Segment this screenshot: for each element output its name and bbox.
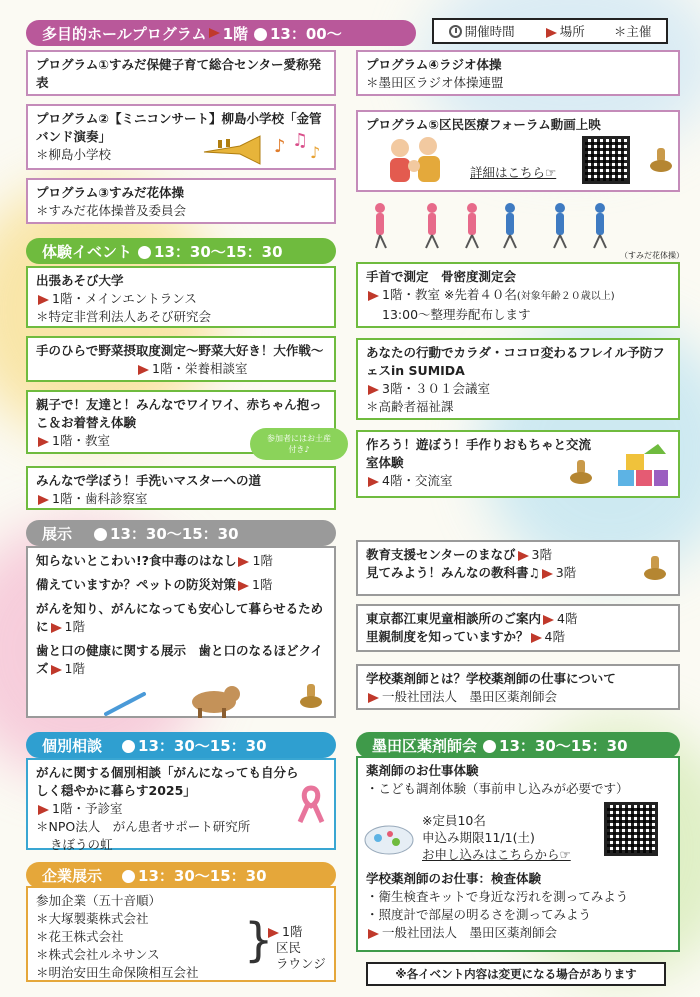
- pink-ribbon-icon: [296, 784, 326, 824]
- exhibit-1-place: 1階: [252, 553, 273, 568]
- program-4-title: プログラム④ラジオ体操: [366, 57, 502, 72]
- company-item: ＊大塚製薬株式会社: [36, 911, 149, 926]
- program-1-title: プログラム①すみだ保健子育て総合センター愛称発表: [36, 57, 321, 90]
- kigyo-intro: 参加企業（五十音順）: [36, 893, 162, 908]
- program-2-title: プログラム②【ミニコンサート】柳島小学校「金管バンド演奏」: [36, 111, 322, 144]
- yakuzai-inspection-line2: ・照度計で部屋の明るさを測ってみよう: [366, 907, 592, 922]
- flag-icon: [38, 805, 49, 815]
- exhibit-child-guidance: [356, 604, 680, 652]
- program-2-host: ＊柳島小学校: [36, 147, 112, 162]
- flag-icon: [518, 551, 529, 561]
- exhibit-list: [26, 546, 336, 718]
- exhibit-child-guidance-place: 4階: [557, 611, 578, 626]
- yakuzai-header: [356, 732, 680, 758]
- event-frail-place: 3階・３０１会議室: [382, 381, 490, 396]
- qr-code[interactable]: [582, 136, 630, 184]
- medicine-tray-icon: [362, 818, 416, 858]
- flag-icon: [51, 665, 62, 675]
- kobetsu-header: [26, 732, 336, 758]
- taiken-header: [26, 238, 336, 264]
- yakuzai-host: 一般社団法人 墨田区薬剤師会: [382, 925, 558, 940]
- event-handwash: [26, 466, 336, 510]
- yakuzai-deadline: 申込み期限11/1(土): [422, 830, 535, 845]
- program-3-title: プログラム③すみだ花体操: [36, 185, 184, 200]
- clock-icon: [94, 528, 107, 541]
- kobetsu-header-title: 個別相談: [42, 736, 103, 755]
- flag-icon: [546, 28, 557, 38]
- yakuzai-inspection-line1: ・衛生検査キットで身近な汚れを測ってみよう: [366, 889, 629, 904]
- yakuzai-apply-info: [422, 812, 571, 863]
- yakuzai-job-title: 薬剤師のお仕事体験: [366, 763, 479, 778]
- event-handwash-place: 1階・歯科診察室: [52, 491, 148, 506]
- event-frail-host: ＊高齢者福祉課: [366, 399, 454, 414]
- event-toys-place: 4階・交流室: [382, 473, 453, 488]
- blocks-icon: [614, 444, 670, 492]
- exhibit-3-title: がんを知り、がんになっても安心して暮らせるために: [36, 601, 324, 634]
- exhibit-education: [356, 540, 680, 596]
- company-item: ＊株式会社ルネサンス: [36, 947, 160, 962]
- hall-floor: 1階: [222, 24, 248, 43]
- clock-icon: [122, 870, 135, 883]
- program-4-host: ＊墨田区ラジオ体操連盟: [366, 75, 504, 90]
- exhibit-education-place: 3階: [531, 547, 552, 562]
- yakuzai-inspection-title: 学校薬剤師のお仕事：検査体験: [366, 871, 542, 886]
- svg-text:♪: ♪: [274, 136, 286, 157]
- event-toys-title: 作ろう！遊ぼう！手作りおもちゃと交流室体験: [366, 437, 592, 470]
- yakuzai-apply-link[interactable]: お申し込みはこちらから☞: [422, 847, 571, 862]
- exhibit-foster-title: 里親制度を知っていますか？: [366, 629, 529, 644]
- legend-time: 開催時間: [464, 24, 515, 39]
- event-handwash-title: みんなで学ぼう！手洗いマスターへの道: [36, 473, 262, 488]
- kigyo-place-floor: 1階: [282, 924, 303, 939]
- stamp-icon: [642, 556, 668, 582]
- exhibit-2-place: 1階: [252, 577, 273, 592]
- taiken-header-title: 体験イベント: [42, 242, 133, 261]
- kobetsu-host-name: きぼうの虹: [50, 837, 113, 852]
- legend-host: ＊主催: [613, 24, 652, 39]
- clock-icon: [122, 740, 135, 753]
- toothbrush-dog-illustration: [104, 684, 284, 718]
- flag-icon: [38, 295, 49, 305]
- exhibit-foster-place: 4階: [544, 629, 565, 644]
- event-baby-title: 親子で！友達と！みんなでワイワイ、赤ちゃん抱っこ＆お着替え体験: [36, 397, 322, 430]
- exhibit-4-place: 1階: [64, 661, 85, 676]
- event-vegetable-title: 手のひらで野菜摂取度測定〜野菜大好き！大作戦〜: [36, 343, 324, 358]
- event-bone: [356, 262, 680, 328]
- flag-icon: [368, 693, 379, 703]
- trumpet-icon: [198, 128, 328, 166]
- flag-icon: [51, 623, 62, 633]
- kigyo-place-line3: ラウンジ: [276, 956, 326, 971]
- family-illustration: [384, 136, 448, 186]
- event-vegetable-place: 1階・栄養相談室: [152, 361, 248, 376]
- tenji-time: 13：30〜15：30: [110, 524, 239, 543]
- program-2: [26, 104, 336, 170]
- event-asobi-host: ＊特定非営利法人あそび研究会: [36, 309, 212, 324]
- flag-icon: [531, 633, 542, 643]
- footer-notice: ※各イベント内容は変更になる場合があります: [366, 962, 666, 986]
- kobetsu-place: 1階・予診室: [52, 801, 123, 816]
- flag-icon: [238, 557, 249, 567]
- yakuzai-time: 13：30〜15：30: [499, 736, 628, 755]
- flag-icon: [542, 569, 553, 579]
- event-vegetable: [26, 336, 336, 382]
- kigyo-place: [266, 924, 326, 972]
- event-toys: [356, 430, 680, 498]
- exhibit-4-title: 歯と口の健康に関する展示 歯と口のなるほどクイズ: [36, 643, 323, 676]
- event-bone-note: (対象年齢２０歳以上): [516, 291, 615, 302]
- program-3: [26, 178, 336, 224]
- kigyo-time: 13：30〜15：30: [138, 866, 267, 885]
- legend: [432, 18, 668, 44]
- flag-icon: [209, 28, 220, 38]
- kobetsu-time: 13：30〜15：30: [138, 736, 267, 755]
- yakuzai-job-line: ・こども調剤体験（事前申し込みが必要です）: [366, 781, 629, 796]
- hall-header: [26, 20, 416, 46]
- event-bone-title: 手首で測定 骨密度測定会: [366, 269, 517, 284]
- legend-place: 場所: [559, 24, 585, 39]
- hall-time: 13：00〜: [270, 24, 342, 43]
- event-asobi-title: 出張あそび大学: [36, 273, 124, 288]
- tenji-header-title: 展示: [42, 524, 73, 543]
- tenji-header: [26, 520, 336, 546]
- exercise-figures: [360, 198, 680, 258]
- program-5-details-link[interactable]: 詳細はこちら☞: [470, 165, 557, 180]
- yakuzai-header-title: 墨田区薬剤師会: [372, 736, 478, 755]
- clock-icon: [138, 246, 151, 259]
- kigyo-place-line2: 区民: [276, 940, 302, 955]
- program-5: [356, 110, 680, 192]
- flag-icon: [543, 615, 554, 625]
- flag-icon: [238, 581, 249, 591]
- svg-text:♪: ♪: [310, 143, 321, 162]
- flag-icon: [368, 929, 379, 939]
- souvenir-bubble: 参加者にはお土産付き♪: [250, 428, 348, 460]
- brace-icon: }: [244, 913, 274, 967]
- stamp-icon: [568, 460, 594, 486]
- hall-header-title: 多目的ホールプログラム: [42, 24, 207, 43]
- kigyo-list: [26, 886, 336, 982]
- stamp-icon: [648, 148, 674, 174]
- flag-icon: [268, 928, 279, 938]
- program-1: [26, 50, 336, 96]
- program-4: [356, 50, 680, 96]
- exhibit-education-title: 教育支援センターのまなび: [366, 547, 516, 562]
- event-bone-ticket: 13:00〜整理券配布します: [382, 307, 531, 322]
- event-frail: [356, 338, 680, 420]
- program-5-title: プログラム⑤区民医療フォーラム動画上映: [366, 117, 601, 132]
- company-item: ＊花王株式会社: [36, 929, 124, 944]
- event-bone-place: 1階・教室 ※先着４０名: [382, 287, 517, 302]
- taiken-time: 13：30〜15：30: [154, 242, 283, 261]
- flag-icon: [368, 477, 379, 487]
- exercise-caption: （すみだ花体操）: [620, 251, 684, 260]
- yakuzai-capacity: ※定員10名: [422, 813, 486, 828]
- event-baby-place: 1階・教室: [52, 433, 110, 448]
- exhibit-3-place: 1階: [64, 619, 85, 634]
- event-asobi: [26, 266, 336, 328]
- flag-icon: [38, 437, 49, 447]
- kobetsu-title: がんに関する個別相談「がんになっても自分らしく穏やかに暮らす2025」: [36, 765, 299, 798]
- stamp-icon: [298, 684, 324, 710]
- event-frail-title: あなたの行動でカラダ・ココロ変わるフレイル予防フェスin SUMIDA: [366, 345, 665, 378]
- clock-icon: [254, 28, 267, 41]
- exhibit-school-pharmacist-title: 学校薬剤師とは？学校薬剤師の仕事について: [366, 671, 616, 686]
- qr-code[interactable]: [604, 802, 658, 856]
- program-3-host: ＊すみだ花体操普及委員会: [36, 203, 187, 218]
- exhibit-textbook-place: 3階: [555, 565, 577, 580]
- clock-icon: [483, 740, 496, 753]
- flag-icon: [38, 495, 49, 505]
- flag-icon: [368, 385, 379, 395]
- clock-icon: [449, 25, 462, 38]
- exhibit-1-title: 知らないとこわい!?食中毒のはなし: [36, 553, 237, 568]
- kigyo-header: [26, 862, 336, 888]
- event-asobi-place: 1階・メインエントランス: [52, 291, 197, 306]
- flag-icon: [138, 365, 149, 375]
- kigyo-header-title: 企業展示: [42, 866, 103, 885]
- kobetsu-host: ＊NPO法人 がん患者サポート研究所: [36, 819, 251, 834]
- exhibit-child-guidance-title: 東京都江東児童相談所のご案内: [366, 611, 542, 626]
- exhibit-school-pharmacist-place: 一般社団法人 墨田区薬剤師会: [382, 689, 558, 704]
- svg-text:♫: ♫: [292, 130, 309, 151]
- exhibit-school-pharmacist: [356, 664, 680, 710]
- flag-icon: [368, 291, 379, 301]
- company-item: ＊明治安田生命保険相互会社: [36, 965, 199, 980]
- exhibit-textbook-title: 見てみよう！みんなの教科書♫: [366, 565, 540, 580]
- yakuzai-box: [356, 756, 680, 952]
- kobetsu-consult: [26, 758, 336, 850]
- exhibit-2-title: 備えていますか？ペットの防災対策: [36, 577, 237, 592]
